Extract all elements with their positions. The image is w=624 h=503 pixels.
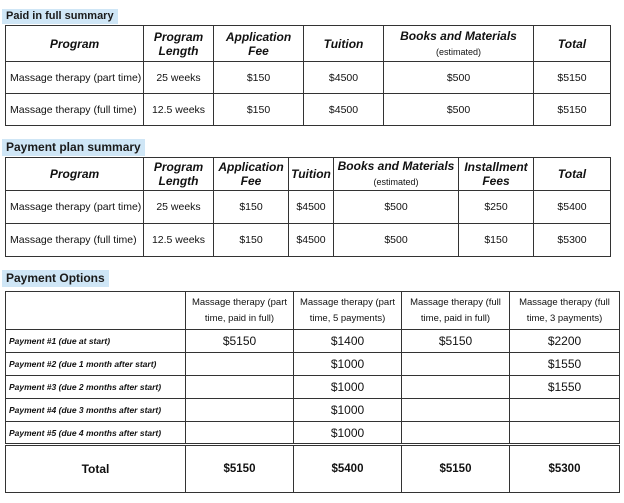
corner-cell [6,292,186,330]
header-application-fee: Application Fee [214,158,289,191]
cell-tuition: $4500 [289,224,334,257]
table-row [6,94,611,126]
payment-value [402,399,510,422]
cell-program: Massage therapy (full time) [6,224,144,257]
cell-app-fee: $150 [214,62,304,94]
table-row [6,62,611,94]
cell-app-fee: $150 [214,191,289,224]
header-program: Program [6,158,144,191]
option-header-full-time-3-payments: Massage therapy (full time, 3 payments) [510,292,620,330]
cell-installment: $250 [459,191,534,224]
header-books-materials [384,26,534,62]
payment-label: Payment #4 (due 3 months after start) [6,399,186,422]
cell-tuition: $4500 [289,191,334,224]
option-header-full-time-paid-in-full: Massage therapy (full time, paid in full) [402,292,510,330]
payment-value [510,422,620,445]
cell-total: $5150 [534,94,611,126]
table-row [6,353,620,376]
total-value: $5400 [294,445,402,493]
payment-plan-table [5,157,611,257]
cell-app-fee: $150 [214,94,304,126]
header-application-fee: Application Fee [214,26,304,62]
header-tuition: Tuition [289,158,334,191]
header-books-materials [334,158,459,191]
header-program-length: Program Length [144,26,214,62]
cell-program: Massage therapy (part time) [6,191,144,224]
cell-program: Massage therapy (full time) [6,94,144,126]
cell-length: 12.5 weeks [144,94,214,126]
payment-value: $5150 [186,330,294,353]
payment-value [186,399,294,422]
cell-tuition: $4500 [304,94,384,126]
paid-in-full-table [5,25,611,126]
table-row [6,330,620,353]
payment-label: Payment #2 (due 1 month after start) [6,353,186,376]
cell-tuition: $4500 [304,62,384,94]
payment-value [402,376,510,399]
header-program-length: Program Length [144,158,214,191]
books-note: (estimated) [373,177,419,187]
header-tuition: Tuition [304,26,384,62]
table-row [6,224,611,257]
option-header-part-time-5-payments: Massage therapy (part time, 5 payments) [294,292,402,330]
payment-value: $1000 [294,422,402,445]
header-total: Total [534,158,611,191]
payment-value [186,376,294,399]
books-label: Books and Materials [337,159,455,173]
total-label: Total [6,445,186,493]
payment-value: $1550 [510,376,620,399]
payment-value: $2200 [510,330,620,353]
table-row [6,399,620,422]
payment-value [186,422,294,445]
books-label: Books and Materials [400,28,517,43]
cell-app-fee: $150 [214,224,289,257]
payment-value: $1550 [510,353,620,376]
payment-value [510,399,620,422]
payment-plan-title: Payment plan summary [2,139,145,156]
payment-value: $1000 [294,399,402,422]
books-note: (estimated) [435,46,481,57]
table-row [6,376,620,399]
cell-total: $5300 [534,224,611,257]
header-total: Total [534,26,611,62]
payment-value: $1000 [294,353,402,376]
cell-books: $500 [334,224,459,257]
total-value: $5150 [402,445,510,493]
cell-program: Massage therapy (part time) [6,62,144,94]
payment-label: Payment #3 (due 2 months after start) [6,376,186,399]
cell-installment: $150 [459,224,534,257]
cell-books: $500 [384,62,534,94]
cell-length: 25 weeks [144,191,214,224]
payment-options-table [5,291,620,493]
payment-label: Payment #1 (due at start) [6,330,186,353]
payment-options-title: Payment Options [2,270,109,287]
payment-label: Payment #5 (due 4 months after start) [6,422,186,445]
payment-value: $5150 [402,330,510,353]
header-installment-fees: Installment Fees [459,158,534,191]
header-program: Program [6,26,144,62]
total-row [6,445,620,493]
option-header-part-time-paid-in-full: Massage therapy (part time, paid in full) [186,292,294,330]
total-value: $5300 [510,445,620,493]
cell-total: $5150 [534,62,611,94]
cell-length: 25 weeks [144,62,214,94]
table-row [6,191,611,224]
payment-value: $1400 [294,330,402,353]
cell-total: $5400 [534,191,611,224]
cell-books: $500 [334,191,459,224]
table-row [6,422,620,445]
cell-length: 12.5 weeks [144,224,214,257]
payment-value [402,422,510,445]
payment-value: $1000 [294,376,402,399]
payment-value [402,353,510,376]
cell-books: $500 [384,94,534,126]
total-value: $5150 [186,445,294,493]
paid-in-full-title: Paid in full summary [2,9,118,24]
payment-value [186,353,294,376]
